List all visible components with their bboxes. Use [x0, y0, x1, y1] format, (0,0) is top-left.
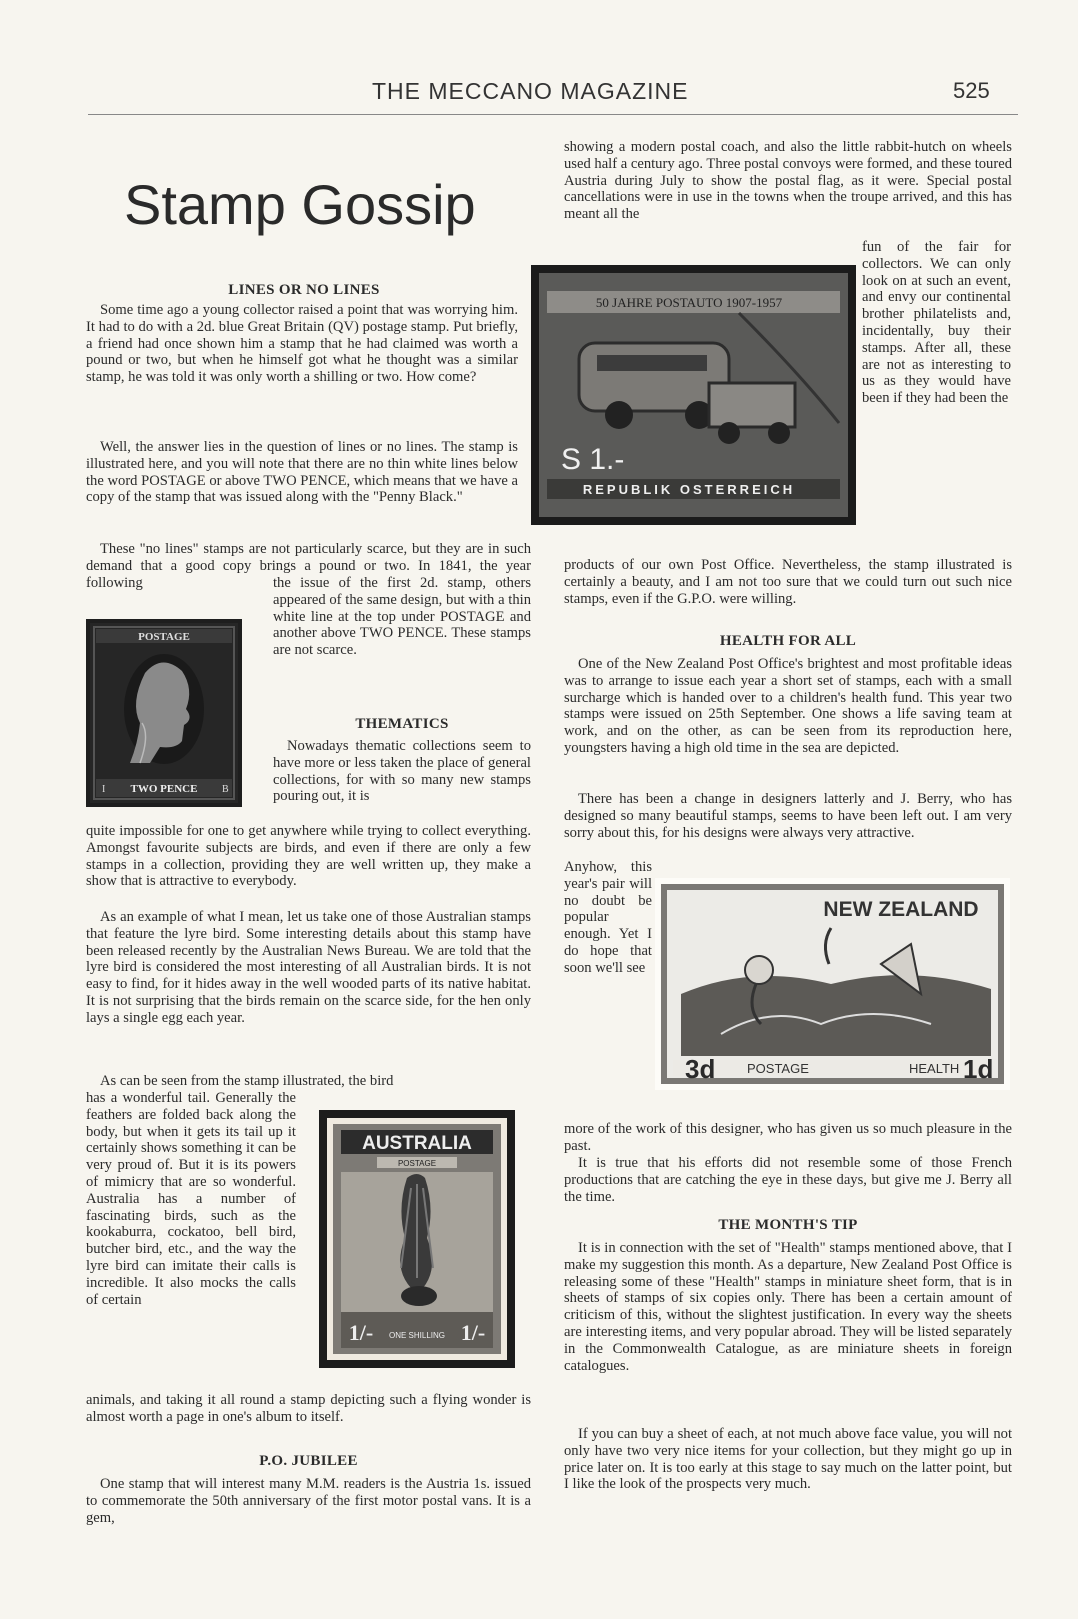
nz-stamp-postage: POSTAGE: [747, 1061, 809, 1076]
thematics-para-2: As an example of what I mean, let us take one of those Australian stamps that feature the lyre bird. Some interesting details about this stamp have been released recently by the Australian News Bureau. We are told that the lyre bird is considered the most interesting of all Australian birds. It is not easy to find, for it hides away in the well wooded parts of its native habitat. It is not surprising that the birds remain on the scarce side, for the hen only lays a single egg each year.: [86, 909, 531, 1026]
thematics-para-1b: quite impossible for one to get anywhere while trying to collect everything. Amongst favourite subjects are birds, and even if there are only a few stamps in a collection, providing they are well written up, they make a show that is attractive to everybody.: [86, 823, 531, 890]
thematics-para-3b: has a wonderful tail. Generally the feathers are folded back along the body, but when it gets its tail up it certainly shows something it can be very proud of. But it is its powers of mimicry that are so wonderful. Australia has a number of fascinating birds, such as the kookaburra, cockatoo, bell bird, butcher bird, etc., and the way the lyre bird can imitate their calls is incredible. It also mocks the calls of certain: [86, 1090, 296, 1308]
jubilee-para-2b: fun of the fair for collectors. We can only look on at such an event, and envy our continental brother philatelists and, incidentally, buy their stamps. After all, these are not as interesting to us as they would have been if they had been the: [862, 239, 1011, 407]
page-number: 525: [953, 78, 990, 103]
lines-para-1: Some time ago a young collector raised a point that was worrying him. It had to do with a 2d. blue Great Britain (QV) postage stamp. Put briefly, a friend had once shown him a stamp that he had claimed was worth a pound or two, but when he himself got what he thought was a similar stamp, he was told it was only worth a shilling or two. How come?: [86, 302, 518, 386]
thematics-para-3a: As can be seen from the stamp illustrated, the bird: [100, 1073, 394, 1089]
health-para-2c: more of the work of this designer, who has given us so much pleasure in the past.: [564, 1121, 1012, 1154]
header-rule: [88, 114, 1018, 115]
magazine-title: THE MECCANO MAGAZINE: [372, 78, 689, 104]
gb-stamp-bottom-text: TWO PENCE: [130, 783, 198, 795]
gb-stamp-top-text: POSTAGE: [138, 631, 190, 643]
lines-para-3a: These "no lines" stamps are not particularly scarce, but they are in such demand that a good copy brings a pound or two. In 1841, the year following: [86, 541, 531, 591]
heading-health: HEALTH FOR ALL: [719, 633, 857, 649]
health-para-2b: Anyhow, this year's pair will no doubt be popular enough. Yet I do hope that soon we'll see: [564, 859, 652, 976]
tip-para-2: If you can buy a sheet of each, at not much above face value, you will not only have two very nice items for your collection, but they might go up in price later on. It is too early at this stage to say much on the latter point, but I like the look of the prospects very much.: [564, 1426, 1012, 1493]
thematics-para-1a: Nowadays thematic collections seem to have more or less taken the place of general collections, for with so many new stamps pouring out, it is: [273, 738, 531, 805]
nz-stamp-value-left: 3d: [685, 1054, 716, 1084]
australia-stamp-value-left: 1/-: [348, 1320, 374, 1345]
austria-stamp-value: S 1.-: [561, 443, 625, 476]
nz-stamp-health: HEALTH: [909, 1061, 960, 1076]
austria-postauto-stamp-image: [531, 265, 856, 525]
heading-lines: LINES OR NO LINES: [228, 282, 380, 298]
australia-stamp-value-right: 1/-: [460, 1320, 486, 1345]
austria-stamp-top-text: 50 JAHRE POSTAUTO 1907-1957: [595, 295, 783, 310]
new-zealand-health-stamp-image: [655, 878, 1010, 1090]
heading-jubilee: P.O. JUBILEE: [259, 1453, 358, 1469]
health-para-3: It is true that his efforts did not resemble some of those French productions that are catching the eye in these days, but give me J. Berry all the time.: [564, 1155, 1012, 1205]
article-title: Stamp Gossip: [124, 173, 476, 236]
lines-para-2: Well, the answer lies in the question of lines or no lines. The stamp is illustrated here, and you will note that there are no thin white lines below the word POSTAGE or above TWO PENCE, which means that we have a copy of the stamp that was issued along with the "Penny Black.": [86, 439, 518, 506]
gb-stamp-right-letter: B: [222, 784, 229, 795]
jubilee-para-1: One stamp that will interest many M.M. readers is the Austria 1s. issued to commemorate the 50th anniversary of the first motor postal vans. It is a gem,: [86, 1476, 531, 1526]
health-para-1: One of the New Zealand Post Office's brightest and most profitable ideas was to arrange to issue each year a short set of stamps, each with a small surcharge which is handed over to a children's health fund. This year two stamps were issued on 25th September. One shows a life saving team at work, and on the other, as can be seen from its reproduction here, youngsters having a high old time in the sea are depicted.: [564, 656, 1012, 756]
jubilee-para-2c: products of our own Post Office. Nevertheless, the stamp illustrated is certainly a beauty, and I am not too sure that we could turn out such nice stamps, even if the G.P.O. were willing.: [564, 557, 1012, 607]
tip-para-1: It is in connection with the set of "Health" stamps mentioned above, that I make my suggestion this month. As a departure, New Zealand Post Office is releasing some of these "Health" stamps in miniature sheet form, that is in sheets of stamps of six copies only. There has been a certain amount of criticism of this, without the slightest justification. In every way the sheets are interesting items, and very popular abroad. They will be listed separately in the Commonwealth Catalogue, as are miniature sheets in foreign catalogues.: [564, 1240, 1012, 1374]
jubilee-para-2a: showing a modern postal coach, and also the little rabbit-hutch on wheels used half a century ago. Three postal convoys were formed, and these toured Austria during July to show the postal flag, as it were. Special postal cancellations were in use in the towns when the troupe arrived, and this has meant all the: [564, 139, 1012, 223]
thematics-para-3c: animals, and taking it all round a stamp depicting such a flying wonder is almost worth a page in one's album to itself.: [86, 1392, 531, 1425]
austria-stamp-bottom-text: REPUBLIK OSTERREICH: [582, 482, 796, 497]
australia-lyrebird-stamp-image: [319, 1110, 515, 1368]
nz-stamp-value-right: 1d: [963, 1054, 994, 1084]
australia-stamp-postage: POSTAGE: [397, 1159, 437, 1168]
health-para-2a: There has been a change in designers latterly and J. Berry, who has designed so many beautiful stamps, seems to have been left out. I am very sorry about this, for his designs were always very attractive.: [564, 791, 1012, 841]
gb-stamp-left-letter: I: [102, 784, 106, 795]
gb-twopence-stamp-image: [86, 619, 242, 807]
nz-stamp-country: NEW ZEALAND: [823, 898, 979, 921]
page-header: [0, 78, 1078, 112]
heading-thematics: THEMATICS: [355, 716, 449, 732]
australia-stamp-bottom: ONE SHILLING: [388, 1331, 446, 1340]
heading-tip: THE MONTH'S TIP: [718, 1217, 858, 1233]
australia-stamp-country: AUSTRALIA: [362, 1133, 472, 1154]
lines-para-3b: the issue of the first 2d. stamp, others appeared of the same design, but with a thin white line at the top under POSTAGE and another above TWO PENCE. These stamps are not scarce.: [273, 575, 531, 659]
